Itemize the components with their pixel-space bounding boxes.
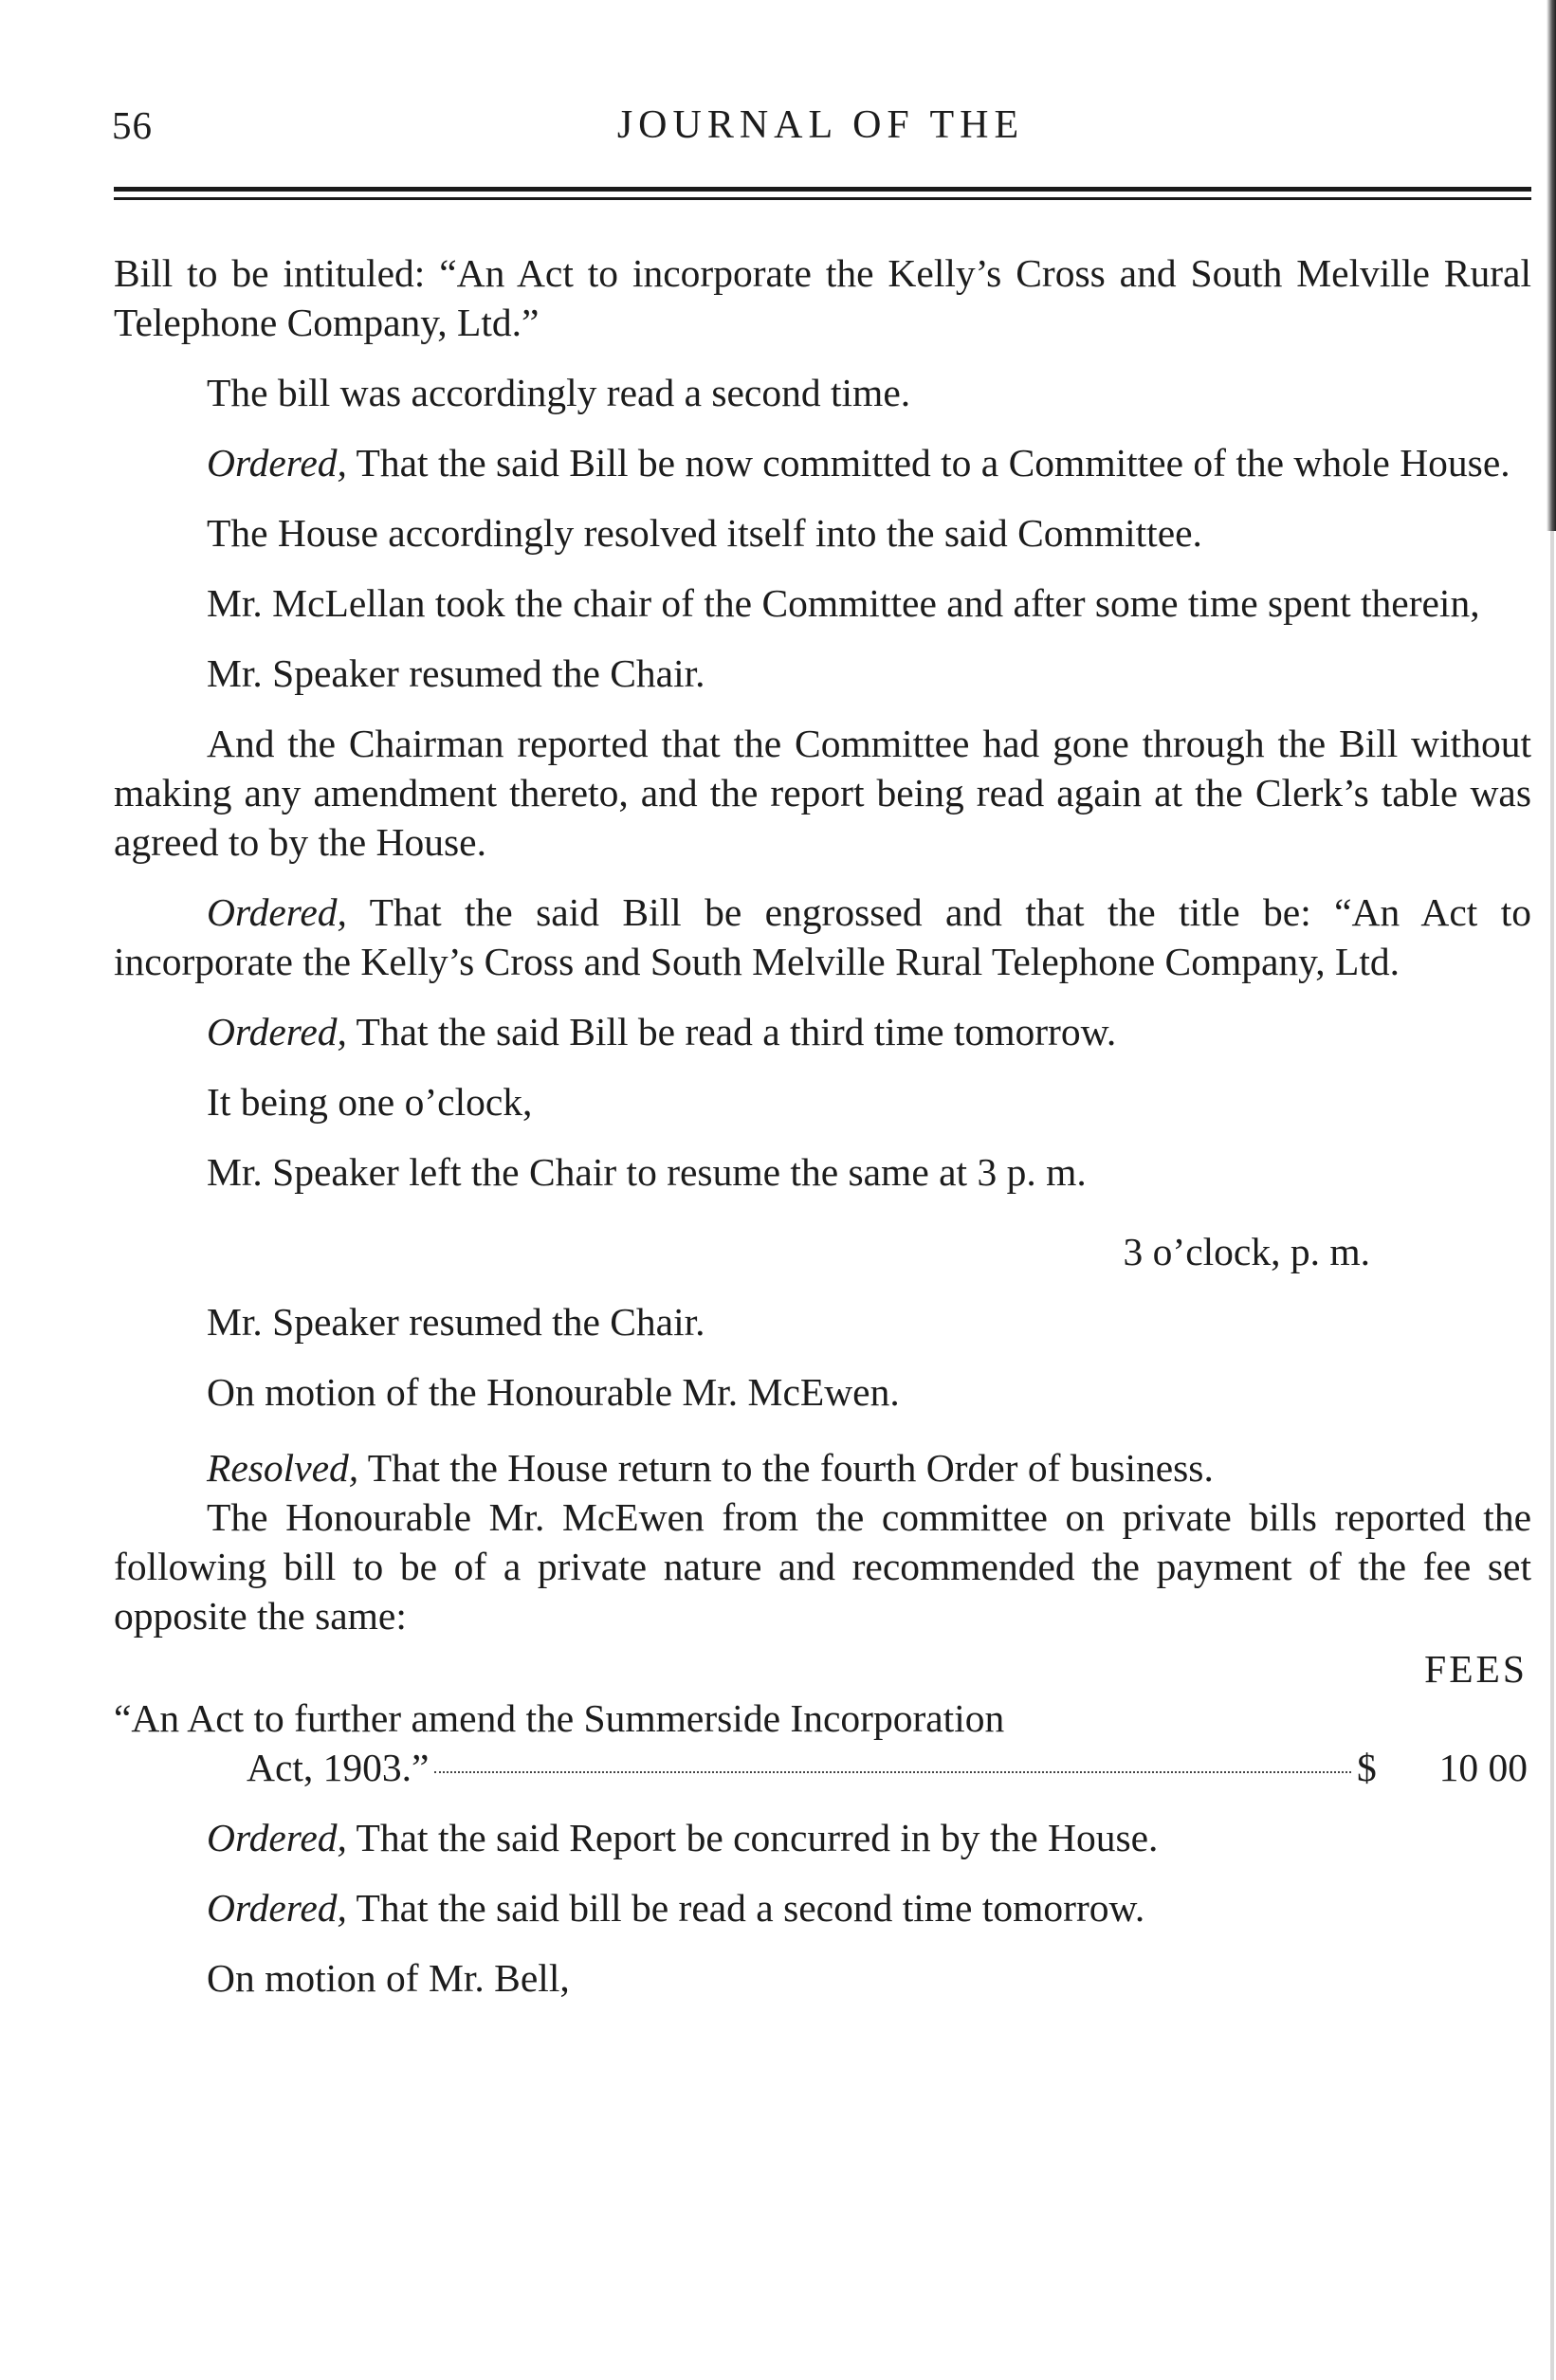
paragraph [114,1443,1531,1492]
paragraph-text: That the said Bill be read a third time tomorrow. [346,1010,1117,1053]
paragraph: Mr. Speaker left the Chair to resume the same at 3 p. m. [207,1150,1087,1194]
paragraph-text: That the said Report be concurred in by the House. [346,1816,1159,1859]
paragraph: Mr. Speaker resumed the Chair. [207,651,705,695]
paragraph: On motion of the Honourable Mr. McEwen. [207,1370,900,1414]
page-header [112,102,1529,159]
header-rule-thick [114,187,1531,192]
ordered-label: Ordered, [207,441,347,485]
page-edge-shadow [1547,0,1556,531]
paragraph: The Honourable Mr. McEwen from the committee on private bills reported the following bill to be of a private nature and recommended the payment of the fee set opposite the same: [114,1495,1531,1638]
paragraph: It being one o’clock, [207,1080,533,1124]
dot-leader [434,1771,1351,1773]
ordered-label: Ordered, [207,890,347,934]
resolved-label: Resolved, [207,1446,359,1490]
paragraph [114,1007,1531,1056]
fee-item-title: “An Act to further amend the Summerside Incorporation [114,1696,1005,1740]
paragraph-text: That the said bill be read a second time tomorrow. [346,1886,1145,1930]
fee-dollar-sign: $ [1357,1746,1377,1789]
ordered-label: Ordered, [207,1886,347,1930]
fees-heading: FEES [1424,1647,1528,1691]
paragraph: Mr. McLellan took the chair of the Committee and after some time spent therein, [207,581,1480,625]
fee-amount: 10 00 [1438,1746,1528,1789]
paragraph [114,1883,1531,1932]
fee-item-title-cont: Act, 1903.” [247,1746,430,1789]
paragraph [114,1813,1531,1862]
paragraph: The House accordingly resolved itself into the said Committee. [207,511,1202,555]
paragraph: On motion of Mr. Bell, [207,1956,570,2000]
paragraph [114,438,1531,487]
page-number: 56 [112,103,153,147]
paragraph-text: That the House return to the fourth Order of business. [358,1446,1214,1490]
time-heading: 3 o’clock, p. m. [1123,1230,1370,1273]
paragraph: And the Chairman reported that the Committee had gone through the Bill without making any amendment thereto, and the report being read again at the Clerk’s table was agreed to by the House. [114,722,1531,864]
paragraph [114,888,1531,986]
fee-item-row [114,1743,1531,1792]
paragraph: Mr. Speaker resumed the Chair. [207,1300,705,1344]
running-head: JOURNAL OF THE [616,103,1025,147]
paragraph: The bill was accordingly read a second time. [207,371,911,414]
paragraph: Bill to be intituled: “An Act to incorporate the Kelly’s Cross and South Melville Rural Telephone Company, Ltd.” [114,251,1531,344]
ordered-label: Ordered, [207,1816,347,1859]
ordered-label: Ordered, [207,1010,347,1053]
paragraph-text: That the said Bill be now committed to a Committee of the whole House. [346,441,1510,485]
paragraph-text: That the said Bill be engrossed and that the title be: “An Act to incorporate the Kelly’s Cross and South Melville Rural Telephone Company, Ltd. [114,890,1531,983]
journal-body [114,248,1531,2023]
header-rule-thin [114,197,1531,200]
page-edge-line [1550,531,1554,2380]
